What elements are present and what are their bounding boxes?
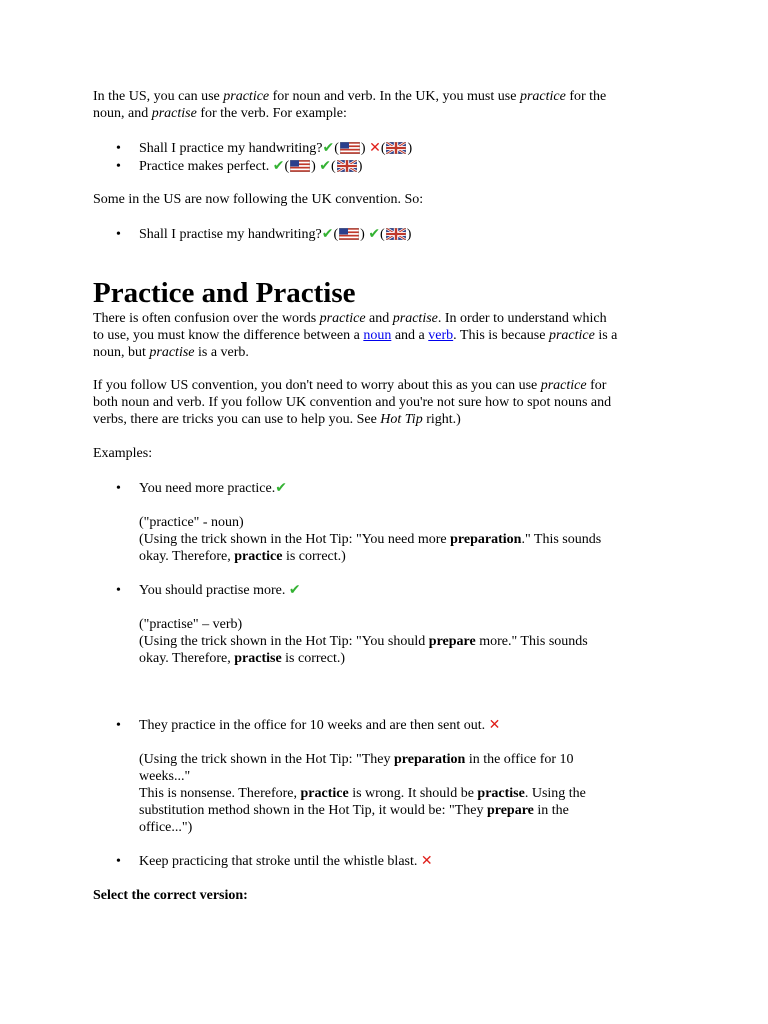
text: and [365,311,393,326]
text: In the US, you can use [93,89,224,104]
text: ( [284,159,290,174]
text: This is nonsense. Therefore, [139,786,301,801]
cross-mark-icon: ✕ [369,140,381,156]
intro-paragraph [93,88,673,122]
examples-label: Examples: [93,446,153,461]
check-mark-icon: ✔ [275,480,287,496]
list-item-body [139,158,669,175]
list-item-body [139,226,669,243]
text: substitution method shown in the Hot Tip, it would be: "They [139,803,487,818]
check-mark-icon: ✔ [368,226,381,242]
text: ) [407,141,413,156]
text: . This is because [453,328,549,343]
check-mark-icon: ✔ [272,158,285,174]
bullet: • [116,159,121,174]
bullet: • [116,718,121,733]
bold-term: prepare [428,634,476,649]
italic-term: practise [149,345,195,360]
text: ) [357,159,363,174]
bold-term: practice [300,786,349,801]
list-item-body [139,140,669,157]
uk-flag-icon [337,160,357,172]
bullet: • [116,583,121,598]
text: both noun and verb. If you follow UK convention and you're not sure how to spot nouns and [93,395,612,410]
intro-convention-text: Some in the US are now following the UK convention. So: [93,192,424,207]
example-text: Practice makes perfect. [139,159,270,174]
text: for [586,378,607,393]
example-body [139,717,669,836]
check-mark-icon: ✔ [322,140,335,156]
text: and a [391,328,429,343]
example-title [139,582,669,599]
text: office...") [139,820,193,835]
example-text: You need more practice. [139,481,276,496]
text: If you follow US convention, you don't need to worry about this as you can use [93,378,541,393]
cross-mark-icon: ✕ [420,853,433,869]
example-title [139,480,669,497]
text: is a [594,328,618,343]
text: okay. Therefore, [139,549,235,564]
example-explanation [139,531,669,565]
bold-term: preparation [394,752,466,767]
example-title [139,717,669,734]
us-flag-icon [290,160,310,172]
text: ) [311,159,316,174]
bold-term: preparation [450,532,522,547]
text: is correct.) [281,651,346,666]
text: ) [360,227,365,242]
italic-term: practice [223,89,270,104]
bullet: • [116,481,121,496]
check-mark-icon: ✔ [321,226,334,242]
example-explanation [139,633,669,667]
text: right.) [422,412,461,427]
text: noun, and [93,106,152,121]
text: ." This sounds [521,532,602,547]
page-title: Practice and Practise [93,277,356,309]
text: ) [406,227,412,242]
text: . In order to understand which [437,311,607,326]
text: (Using the trick shown in the Hot Tip: "You should [139,634,429,649]
text: for noun and verb. In the UK, you must use [269,89,520,104]
confusion-paragraph [93,310,673,361]
text: weeks..." [139,769,191,784]
text: There is often confusion over the words [93,311,320,326]
bullet: • [116,227,121,242]
bold-term: prepare [486,803,534,818]
example-text: You should practise more. [139,583,286,598]
text: ( [380,141,386,156]
text: . Using the [524,786,586,801]
text: ( [333,227,339,242]
bold-term: practice [234,549,283,564]
text: to use, you must know the difference between a [93,328,364,343]
bold-term: practise [477,786,525,801]
text: (Using the trick shown in the Hot Tip: "You need more [139,532,451,547]
verb-link[interactable]: verb [428,328,454,343]
text: noun, but [93,345,150,360]
example-note: ("practice" - noun) [139,515,244,530]
italic-term: practice [540,378,587,393]
uk-flag-icon [386,228,406,240]
italic-term: practise [151,106,197,121]
text: verbs, there are tricks you can use to help you. See [93,412,381,427]
check-mark-icon: ✔ [319,158,332,174]
cross-mark-icon: ✕ [488,717,501,733]
example-title [139,853,669,870]
text: in the office for 10 [465,752,574,767]
check-mark-icon: ✔ [288,582,301,598]
example-text: Shall I practice my handwriting? [139,141,323,156]
uk-flag-icon [386,142,406,154]
text: ( [334,141,339,156]
text: ) [360,141,366,156]
us-flag-icon [339,228,359,240]
text: is a verb. [194,345,249,360]
example-note: ("practise" – verb) [139,617,243,632]
bullet: • [116,854,121,869]
italic-term: practise [392,311,438,326]
select-label: Select the correct version: [93,888,248,903]
example-explanation [139,751,669,836]
italic-term: practice [519,89,566,104]
italic-term: practice [548,328,595,343]
example-body [139,582,669,667]
text: ( [380,227,385,242]
example-body [139,480,669,565]
noun-link[interactable]: noun [363,328,392,343]
example-text: Keep practicing that stroke until the whistle blast. [139,854,418,869]
text: ( [331,159,336,174]
italic-term: Hot Tip [380,412,423,427]
text: (Using the trick shown in the Hot Tip: "They [139,752,394,767]
example-text: They practice in the office for 10 weeks and are then sent out. [139,718,486,733]
text: for the [565,89,607,104]
text: in the [533,803,569,818]
text: okay. Therefore, [139,651,235,666]
bold-term: practise [234,651,282,666]
example-body [139,853,669,870]
example-text: Shall I practise my handwriting? [139,227,322,242]
us-flag-icon [340,142,360,154]
convention-paragraph [93,377,673,428]
bullet: • [116,141,121,156]
text: is wrong. It should be [348,786,478,801]
text: is correct.) [282,549,346,564]
text: for the verb. For example: [196,106,347,121]
italic-term: practice [319,311,366,326]
text: more." This sounds [475,634,588,649]
